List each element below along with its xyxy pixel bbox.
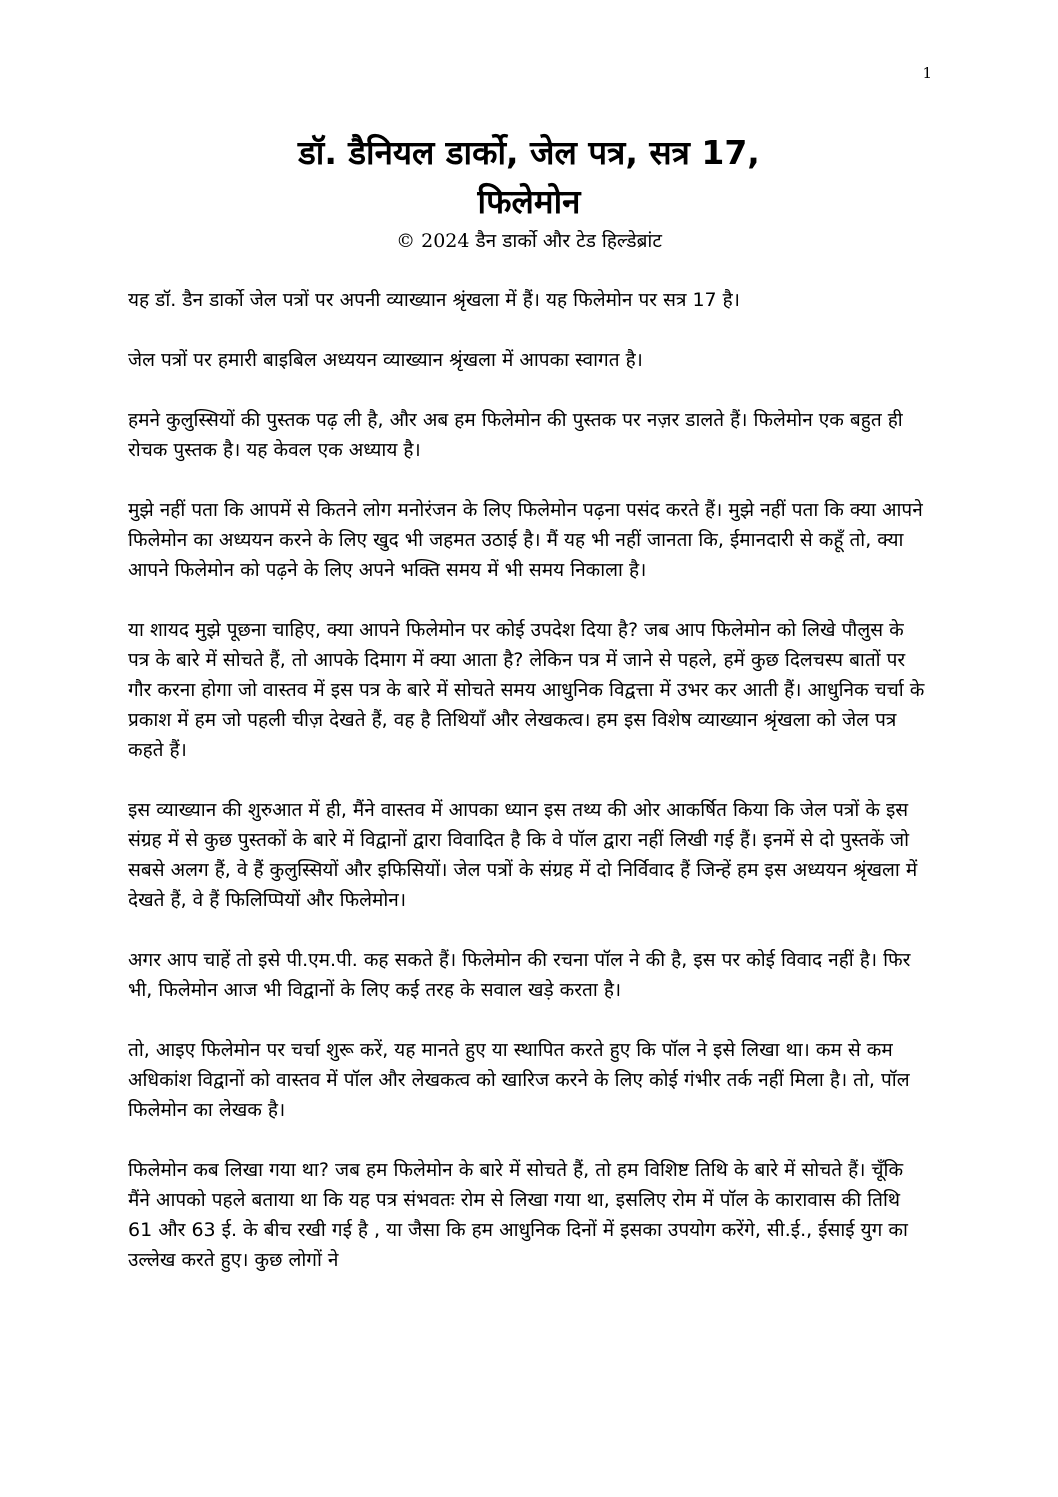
paragraph-7: अगर आप चाहें तो इसे पी.एम.पी. कह सकते हैं। फिलेमोन की रचना पॉल ने की है, इस पर कोई विवाद नहीं है। फिर भी, फिलेमोन आज भी विद्वानों के लिए कई तरह के सवाल खड़े करता है। [128, 949, 911, 1001]
paragraph-6: इस व्याख्यान की शुरुआत में ही, मैंने वास्तव में आपका ध्यान इस तथ्य की ओर आकर्षित किया कि जेल पत्रों के इस संग्रह में से कुछ पुस्तकों के बारे में विद्वानों द्वारा विवादित है कि वे पॉल द्वारा नहीं लिखी गई हैं। इनमें से दो पुस्तकें जो सबसे अलग हैं, वे हैं कुलुस्सियों और इफिसियों। जेल पत्रों के संग्रह में दो निर्विवाद हैं जिन्हें हम इस अध्ययन श्रृंखला में देखते हैं, वे हैं फिलिप्पियों और फिलेमोन। [128, 799, 918, 911]
paragraph-2: जेल पत्रों पर हमारी बाइबिल अध्ययन व्याख्यान श्रृंखला में आपका स्वागत है। [128, 349, 643, 371]
copyright-line: © 2024 डैन डार्को और टेड हिल्डेब्रांट [396, 230, 662, 252]
paragraph-3: हमने कुलुस्सियों की पुस्तक पढ़ ली है, और अब हम फिलेमोन की पुस्तक पर नज़र डालते हैं। फिलेमोन एक बहुत ही रोचक पुस्तक है। यह केवल एक अध्याय है। [128, 409, 903, 461]
page-number: 1 [922, 64, 932, 82]
title-line-2: फिलेमोन [477, 182, 581, 221]
title-line-1: डॉ. डैनियल डार्को, जेल पत्र, सत्र 17, [298, 133, 760, 172]
paragraph-8: तो, आइए फिलेमोन पर चर्चा शुरू करें, यह मानते हुए या स्थापित करते हुए कि पॉल ने इसे लिखा था। कम से कम अधिकांश विद्वानों को वास्तव में पॉल और लेखकत्व को खारिज करने के लिए कोई गंभीर तर्क नहीं मिला है। तो, पॉल फिलेमोन का लेखक है। [128, 1039, 910, 1121]
paragraph-5: या शायद मुझे पूछना चाहिए, क्या आपने फिलेमोन पर कोई उपदेश दिया है? जब आप फिलेमोन को लिखे पौलुस के पत्र के बारे में सोचते हैं, तो आपके दिमाग में क्या आता है? लेकिन पत्र में जाने से पहले, हमें कुछ दिलचस्प बातों पर गौर करना होगा जो वास्तव में इस पत्र के बारे में सोचते समय आधुनिक विद्वत्ता में उभर कर आती हैं। आधुनिक चर्चा के प्रकाश में हम जो पहली चीज़ देखते हैं, वह है तिथियाँ और लेखकत्व। हम इस विशेष व्याख्यान श्रृंखला को जेल पत्र कहते हैं। [128, 619, 925, 761]
title-block [128, 128, 930, 256]
paragraph-9: फिलेमोन कब लिखा गया था? जब हम फिलेमोन के बारे में सोचते हैं, तो हम विशिष्ट तिथि के बारे में सोचते हैं। चूँकि मैंने आपको पहले बताया था कि यह पत्र संभवतः रोम से लिखा गया था, इसलिए रोम में पॉल के कारावास की तिथि 61 और 63 ई. के बीच रखी गई है , या जैसा कि हम आधुनिक दिनों में इसका उपयोग करेंगे, सी.ई., ईसाई युग का उल्लेख करते हुए। कुछ लोगों ने [128, 1159, 908, 1271]
paragraph-4: मुझे नहीं पता कि आपमें से कितने लोग मनोरंजन के लिए फिलेमोन पढ़ना पसंद करते हैं। मुझे नहीं पता कि क्या आपने फिलेमोन का अध्ययन करने के लिए खुद भी जहमत उठाई है। मैं यह भी नहीं जानता कि, ईमानदारी से कहूँ तो, क्या आपने फिलेमोन को पढ़ने के लिए अपने भक्ति समय में भी समय निकाला है। [128, 499, 923, 581]
paragraph-1: यह डॉ. डैन डार्को जेल पत्रों पर अपनी व्याख्यान श्रृंखला में हैं। यह फिलेमोन पर सत्र 17 है। [128, 289, 740, 311]
document-body [128, 285, 930, 1305]
document-title [128, 128, 930, 226]
